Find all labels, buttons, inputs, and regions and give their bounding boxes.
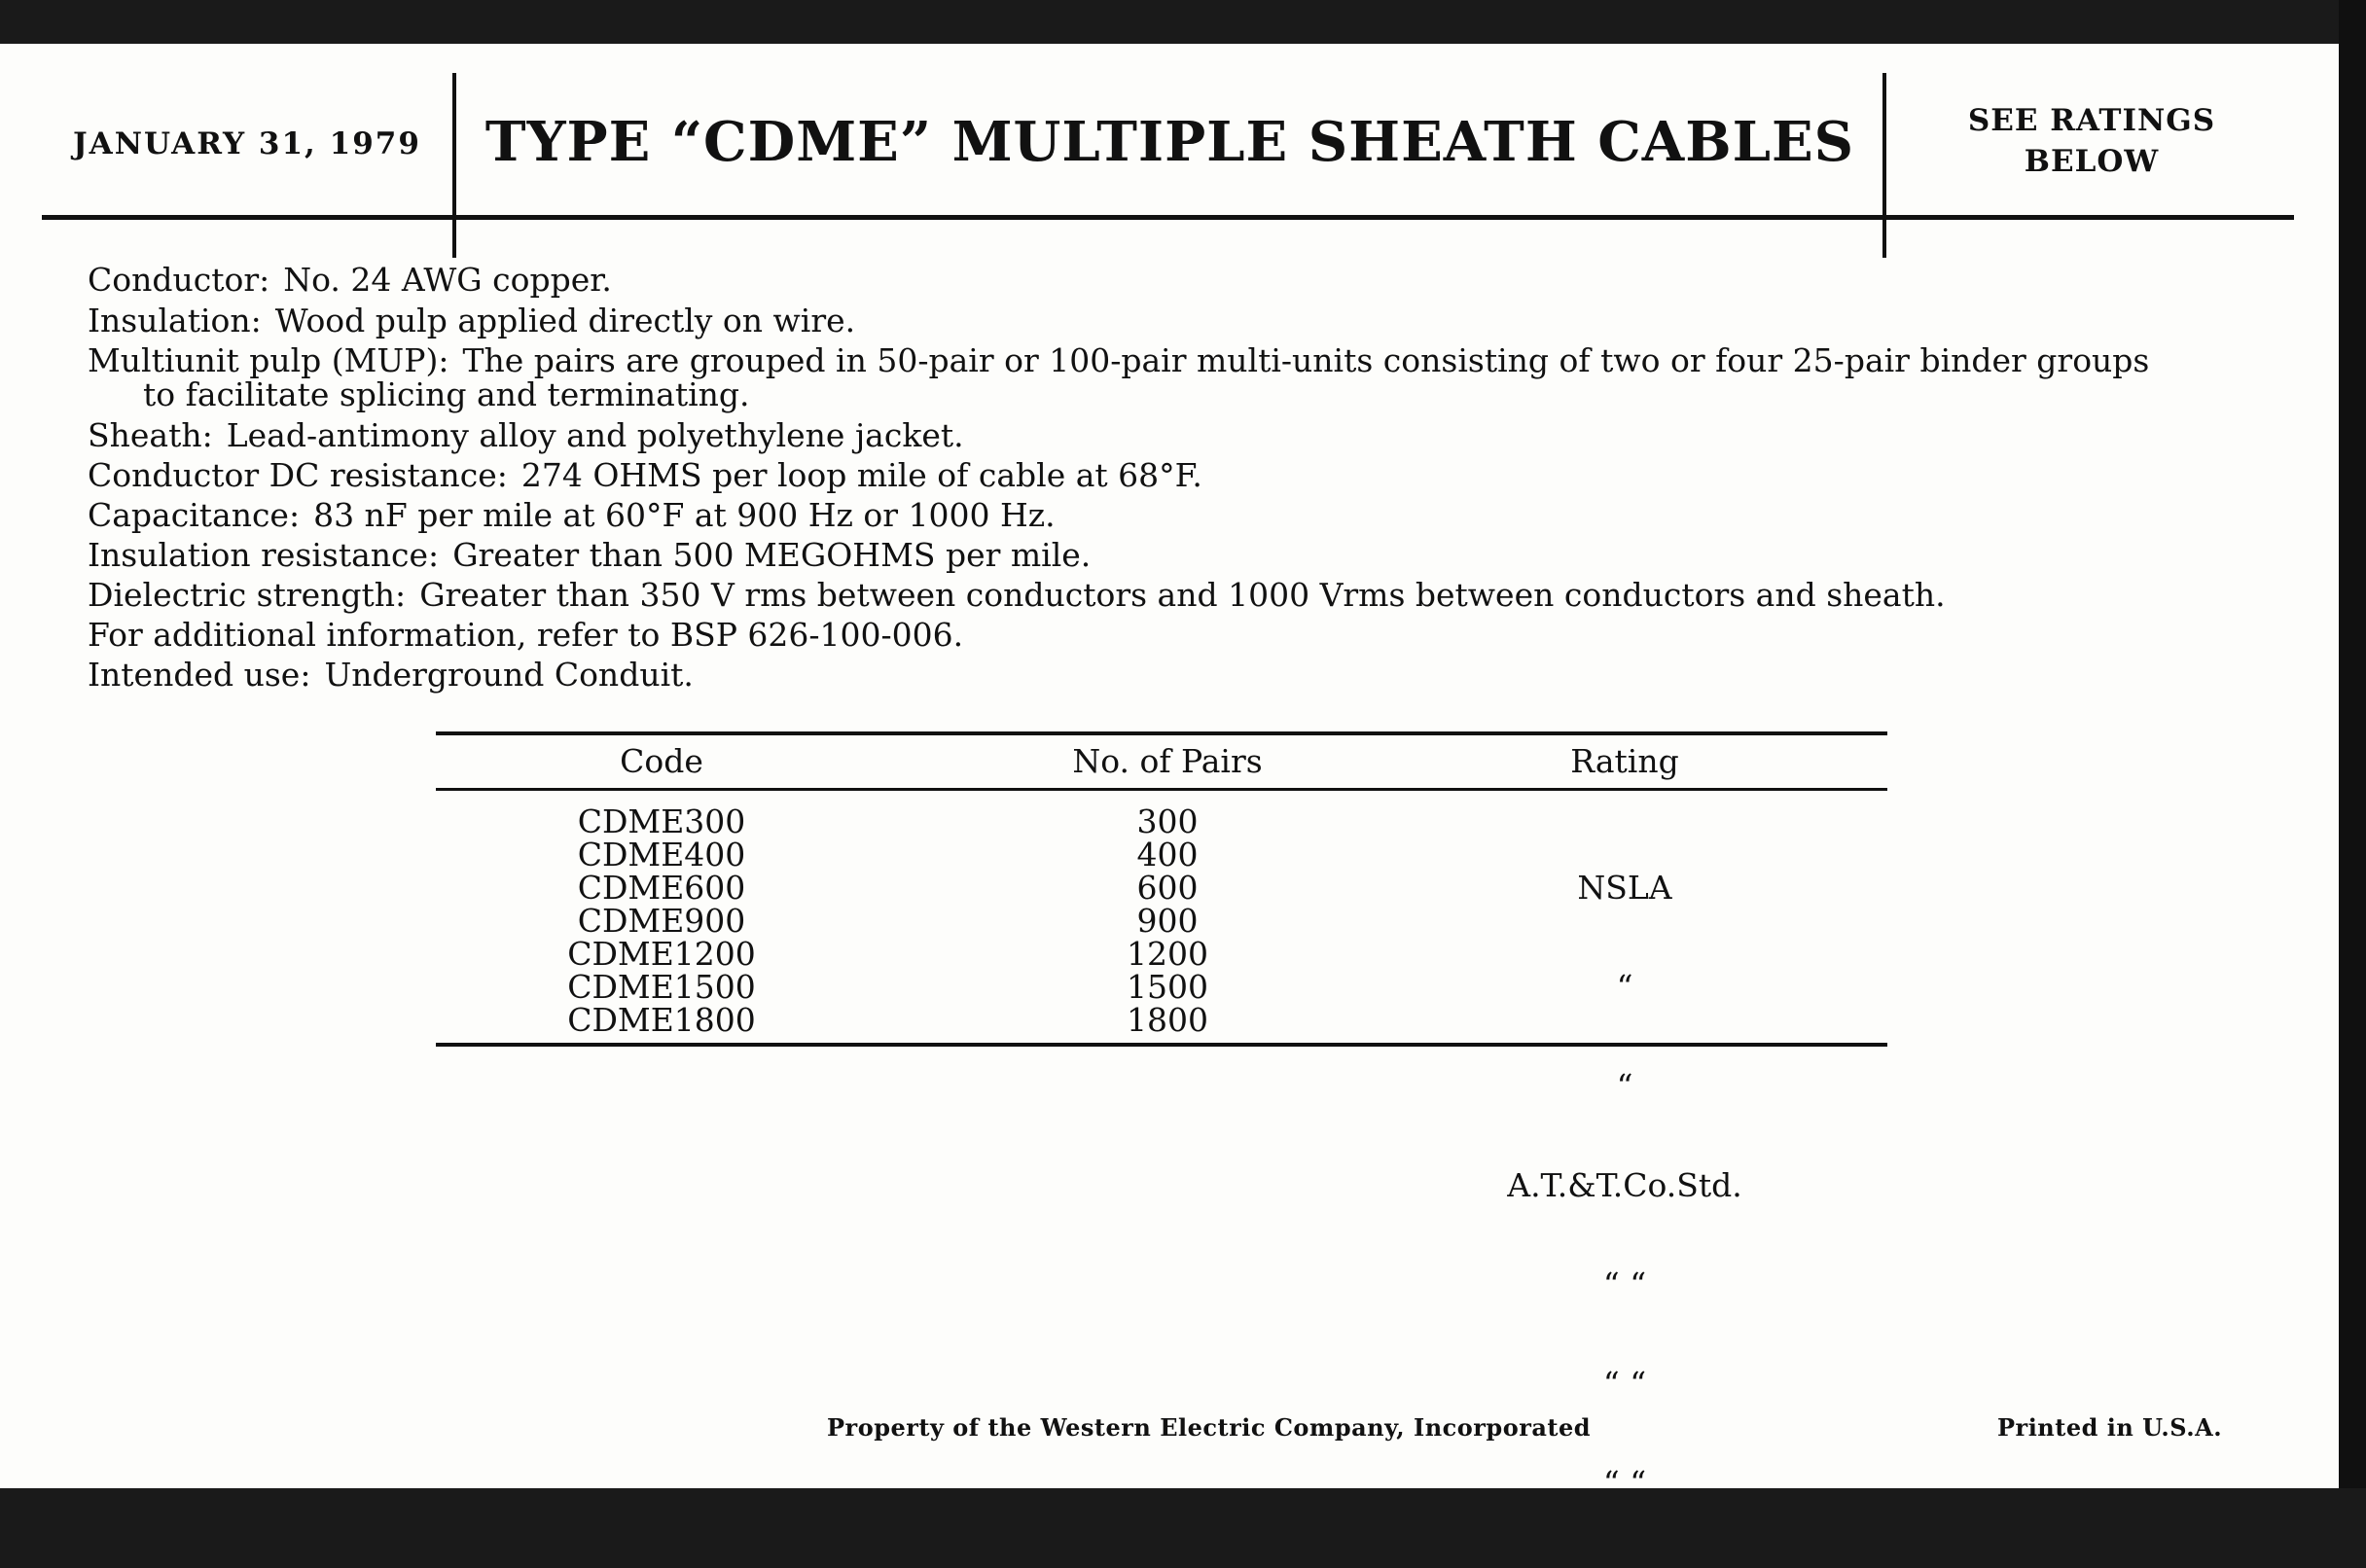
see-ratings-line2: BELOW (2024, 144, 2160, 179)
table-cell-pairs: 300 (1136, 802, 1199, 840)
table-cell-pairs: 400 (1136, 836, 1199, 873)
scan-edge (2339, 0, 2366, 1488)
spec-text: Underground Conduit. (324, 656, 694, 694)
table-cell-pairs: 600 (1136, 869, 1199, 907)
spec-text: 83 nF per mile at 60°F at 900 Hz or 1000 Hz. (313, 496, 1056, 534)
spec-continuation: to facilitate splicing and terminating. (143, 375, 750, 413)
header-divider-right (1882, 73, 1886, 258)
table-cell-pairs: 1200 (1127, 935, 1208, 973)
spec-insulation-resistance (88, 536, 2276, 574)
table-cell-pairs: 1500 (1127, 968, 1208, 1006)
table-cell-code: CDME400 (577, 836, 746, 873)
table-header-rating: Rating (1570, 742, 1679, 780)
header-date: JANUARY 31, 1979 (73, 126, 421, 161)
spec-text: 274 OHMS per loop mile of cable at 68°F. (520, 456, 1202, 494)
spec-dielectric (88, 576, 2276, 614)
table-column-rating (1430, 805, 1819, 1566)
document-page (0, 44, 2339, 1502)
spec-label: Capacitance: (88, 496, 301, 534)
footer-property: Property of the Western Electric Company, Incorporated (827, 1413, 1592, 1442)
table-header-code: Code (620, 742, 703, 780)
table-cell-code: CDME600 (577, 869, 746, 907)
spec-capacitance (88, 496, 2276, 534)
spec-label: Insulation resistance: (88, 536, 440, 574)
spec-text: Wood pulp applied directly on wire. (274, 302, 856, 339)
table-cell-code: CDME1500 (567, 968, 756, 1006)
table-cell-code: CDME300 (577, 802, 746, 840)
table-column-pairs (983, 802, 1352, 1039)
table-cell-rating: “ “ (1602, 1464, 1647, 1502)
table-cell-rating: “ (1616, 968, 1633, 1006)
table-cell-rating: A.T.&T.Co.Std. (1507, 1166, 1742, 1204)
spec-text: Greater than 350 V rms between conductors and 1000 Vrms between conductors and sheath. (419, 576, 1946, 614)
spec-insulation (88, 302, 2276, 339)
spec-text: No. 24 AWG copper. (283, 261, 612, 299)
table-column-code (477, 802, 846, 1039)
table-cell-rating: “ “ (1602, 1365, 1647, 1403)
spec-label: Conductor DC resistance: (88, 456, 508, 494)
spec-sheath (88, 416, 2276, 454)
table-cell-rating: NSLA (1577, 869, 1672, 907)
header-see-ratings (1892, 100, 2291, 182)
table-cell-rating: “ “ (1602, 1265, 1647, 1303)
spec-label: Sheath: (88, 416, 213, 454)
table-header-pairs: No. of Pairs (1072, 742, 1263, 780)
spec-label: Conductor: (88, 261, 270, 299)
header-divider-left (452, 73, 456, 258)
spec-label: Multiunit pulp (MUP): (88, 341, 449, 379)
table-top-rule (436, 731, 1887, 735)
table-header-rule (436, 788, 1887, 791)
spec-dc-resistance (88, 456, 2276, 494)
page-title: TYPE “CDME” MULTIPLE SHEATH CABLES (484, 110, 1855, 174)
spec-label: Intended use: (88, 656, 311, 694)
table-cell-code: CDME1200 (567, 935, 756, 973)
table-cell-pairs: 1800 (1127, 1001, 1208, 1039)
see-ratings-line1: SEE RATINGS (1967, 103, 2216, 138)
spec-text: Lead-antimony alloy and polyethylene jacket. (226, 416, 964, 454)
table-bottom-rule (436, 1043, 1887, 1047)
spec-label: Insulation: (88, 302, 262, 339)
table-cell-pairs: 900 (1136, 902, 1199, 940)
spec-label: Dielectric strength: (88, 576, 407, 614)
header-rule (42, 215, 2294, 220)
table-cell-code: CDME900 (577, 902, 746, 940)
spec-text: For additional information, refer to BSP 626-100-006. (88, 616, 964, 654)
spec-intended-use (88, 656, 2276, 694)
table-cell-code: CDME1800 (567, 1001, 756, 1039)
table-cell-rating: “ (1616, 1067, 1633, 1105)
spec-text: The pairs are grouped in 50-pair or 100-pair multi-units consisting of two or four 25-pair binder groups (462, 341, 2150, 379)
header (0, 44, 2339, 219)
footer-printed: Printed in U.S.A. (1997, 1413, 2223, 1442)
spec-additional-info (88, 616, 2276, 654)
spec-text: Greater than 500 MEGOHMS per mile. (452, 536, 1092, 574)
spec-mup (88, 343, 2276, 411)
spec-conductor (88, 261, 2276, 299)
